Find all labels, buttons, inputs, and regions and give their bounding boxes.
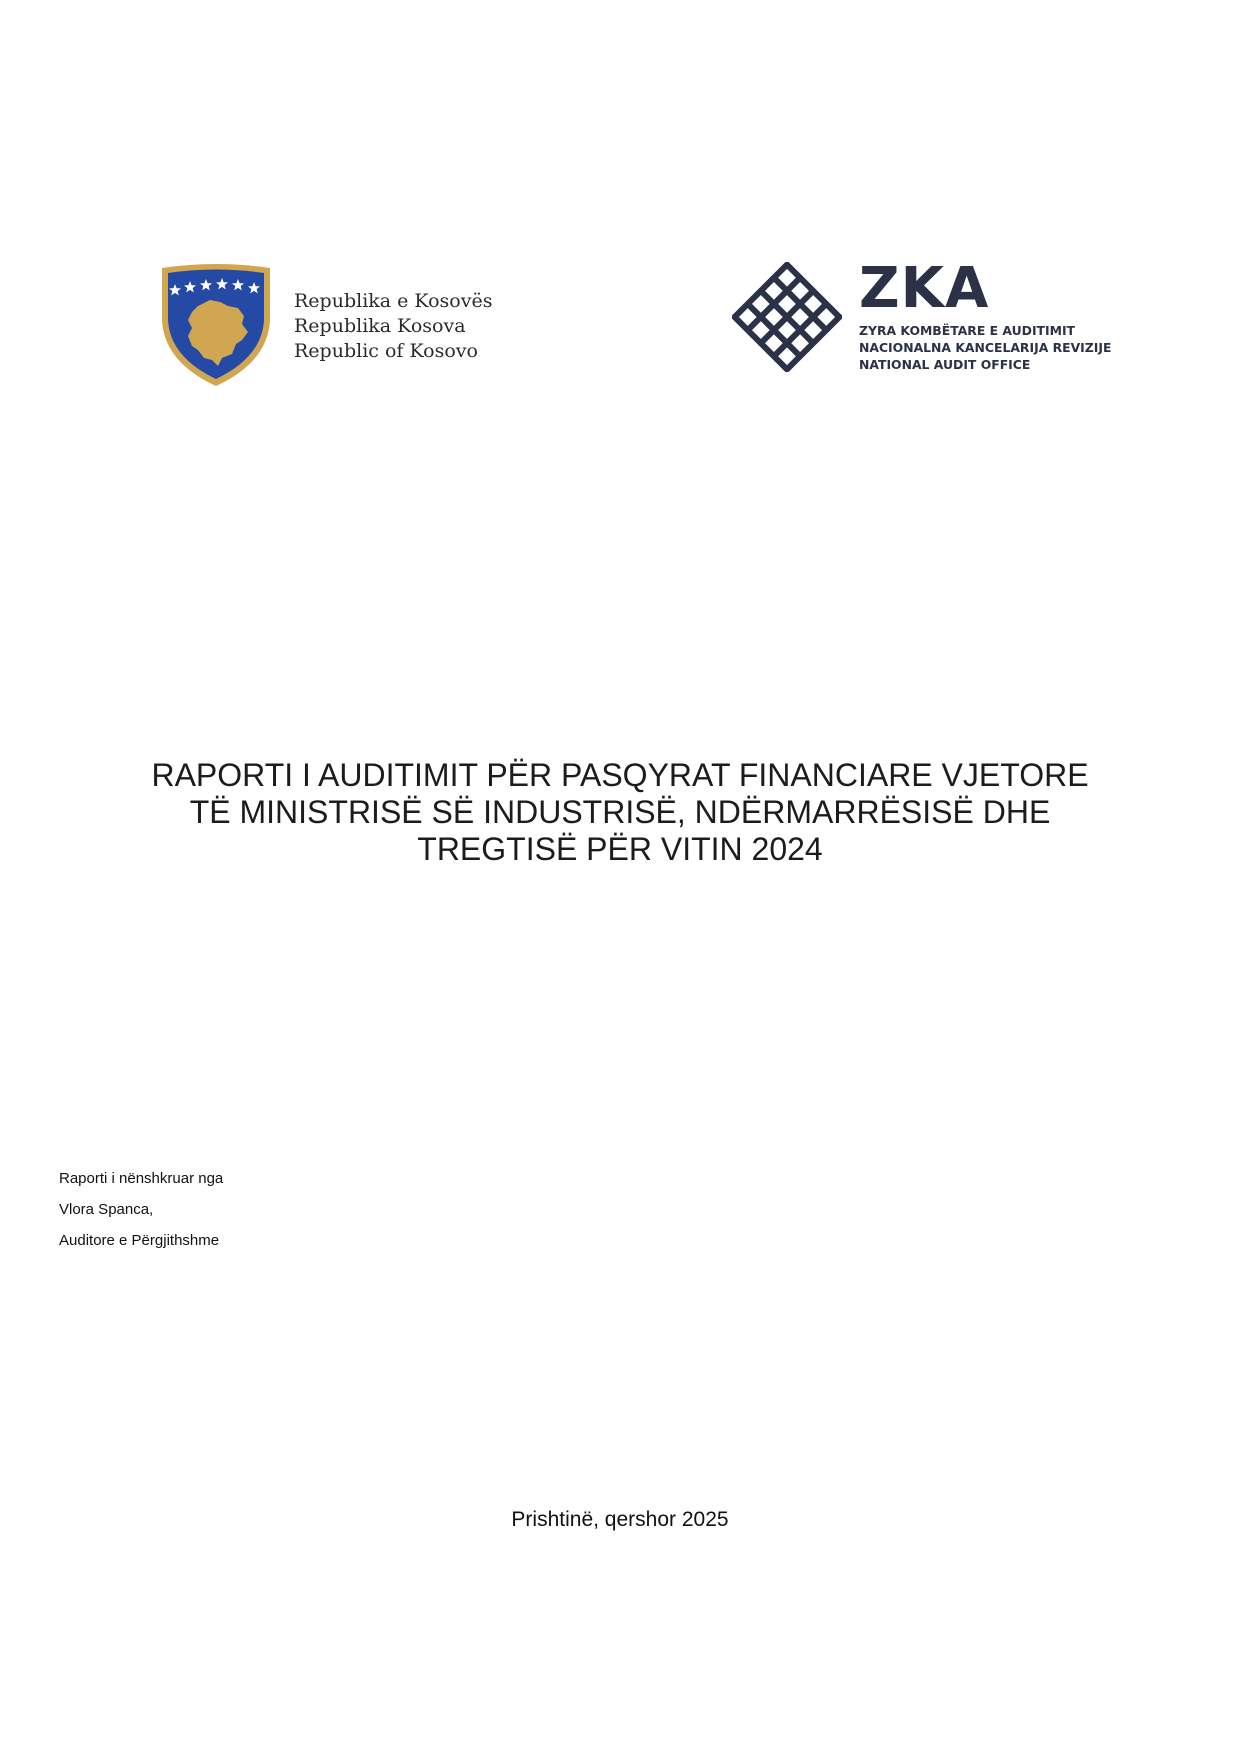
republic-name-english: Republic of Kosovo: [294, 339, 478, 362]
republic-name-serbian: Republika Kosova: [294, 314, 466, 337]
signatory-name: Vlora Spanca,: [59, 1201, 154, 1218]
kosovo-coat-of-arms-icon: [158, 262, 274, 388]
signatory-role: Auditore e Përgjithshme: [59, 1232, 220, 1249]
report-title-line-3: TREGTISË PËR VITIN 2024: [417, 831, 823, 867]
zka-lattice-icon: [732, 262, 842, 372]
zka-name-albanian: ZYRA KOMBËTARE E AUDITIMIT: [859, 323, 1076, 338]
report-title-line-2: TË MINISTRISË SË INDUSTRISË, NDËRMARRËSISË DHE: [189, 794, 1051, 830]
signature-intro: Raporti i nënshkruar nga: [59, 1170, 224, 1187]
report-title-line-1: RAPORTI I AUDITIMIT PËR PASQYRAT FINANCIARE VJETORE: [151, 757, 1089, 793]
republic-name-albanian: Republika e Kosovës: [294, 289, 493, 312]
national-audit-office-header: [732, 256, 1112, 373]
zka-name-serbian: NACIONALNA KANCELARIJA REVIZIJE: [859, 340, 1112, 355]
zka-name-english: NATIONAL AUDIT OFFICE: [859, 357, 1031, 372]
zka-office-names: [859, 322, 1111, 373]
report-title: [0, 757, 1240, 868]
republic-names: [294, 289, 492, 364]
place-date: Prishtinë, qershor 2025: [511, 1508, 729, 1531]
zka-wordmark: [859, 256, 1112, 373]
zka-acronym: ZKA: [859, 256, 990, 321]
kosovo-government-header: [158, 262, 492, 388]
signature-block: [59, 1163, 223, 1256]
